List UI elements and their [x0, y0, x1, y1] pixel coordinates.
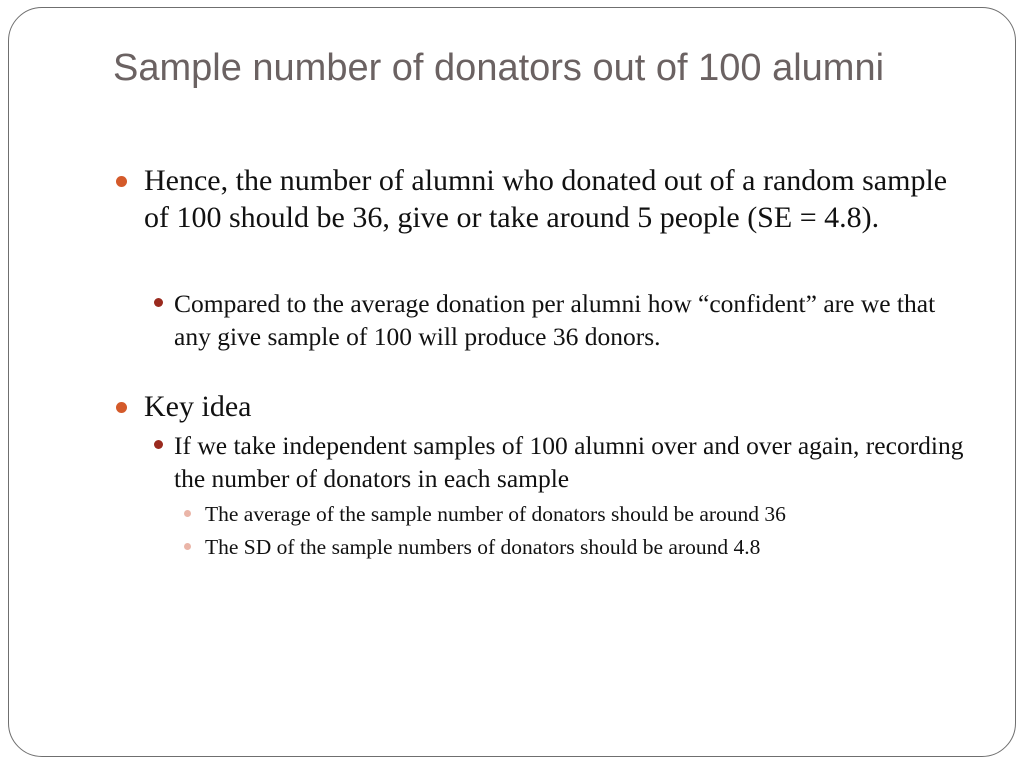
slide-body	[113, 162, 973, 563]
bullet-dot-level2	[154, 440, 163, 449]
bullet-text: Compared to the average donation per alumni how “confident” are we that any give sample of 100 will produce 36 donors.	[174, 289, 936, 351]
sub-bullet-compared	[143, 287, 973, 353]
bullet-dot-level1	[116, 176, 127, 187]
bullet-dot-level2	[154, 298, 163, 307]
bullet-dot-level3	[184, 510, 191, 517]
bullet-key-idea	[113, 388, 973, 425]
bullet-text: The SD of the sample numbers of donators should be around 4.8	[205, 535, 761, 559]
bullet-dot-level1	[116, 402, 127, 413]
slide-title: Sample number of donators out of 100 alumni	[113, 47, 885, 89]
bullet-text: If we take independent samples of 100 alumni over and over again, recording the number of donators in each sample	[174, 431, 964, 493]
bullet-dot-level3	[184, 543, 191, 550]
sub-sub-bullet-sd	[174, 531, 973, 563]
sub-bullet-independent-samples	[143, 429, 973, 495]
bullet-hence	[113, 162, 973, 236]
bullet-text: Hence, the number of alumni who donated out of a random sample of 100 should be 36, give or take around 5 people (SE = 4.8).	[144, 164, 948, 234]
bullet-text: Key idea	[144, 390, 252, 423]
sub-sub-bullet-average	[174, 498, 973, 530]
bullet-text: The average of the sample number of donators should be around 36	[205, 502, 786, 526]
